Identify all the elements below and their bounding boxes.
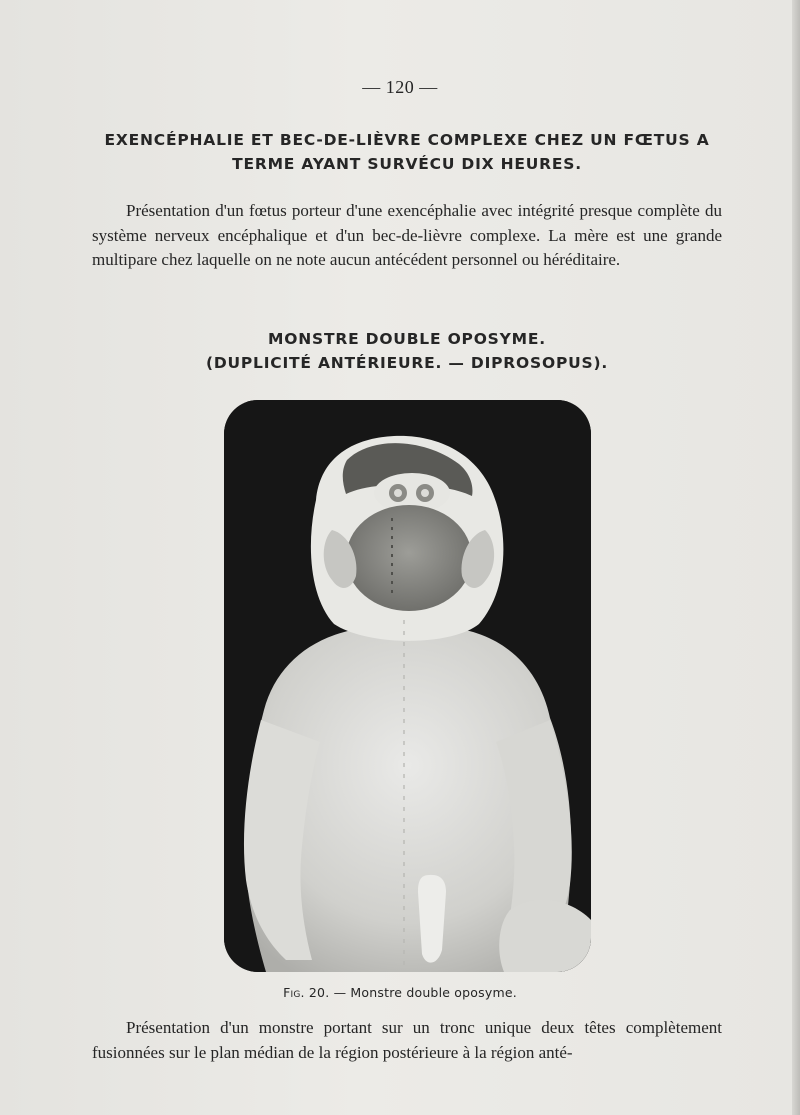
figure-caption-text: — Monstre double oposyme. <box>333 985 517 1000</box>
figure-caption-number: 20. <box>308 985 330 1000</box>
section-title-line-1: MONSTRE DOUBLE OPOSYME. <box>268 330 546 348</box>
presentation-paragraph-2: Présentation d'un monstre portant sur un tronc unique deux têtes complètement fusionnées sur le plan médian de la région postérieure à la région anté- <box>92 1018 722 1062</box>
page-number: — 120 — <box>362 77 438 97</box>
presentation-paragraph-1: Présentation d'un fœtus porteur d'une exencéphalie avec intégrité presque complète du système nerveux encéphalique et d'un bec-de-lièvre complexe. La mère est une grande multipare chez laquelle on ne note aucun antécédent personnel ou héréditaire. <box>92 201 722 269</box>
figure-photograph <box>224 400 591 972</box>
figure-caption-label: Fig. <box>283 985 305 1000</box>
specimen-photo-illustration <box>224 400 591 972</box>
section-title-monstre-double <box>92 327 722 375</box>
section-title-line-2: TERME AYANT SURVÉCU DIX HEURES. <box>232 155 582 173</box>
section-title-exencephalie <box>92 128 722 176</box>
section-title-line-1: EXENCÉPHALIE ET BEC-DE-LIÈVRE COMPLEXE CHEZ UN FŒTUS A <box>104 131 710 149</box>
section-title-line-2: (DUPLICITÉ ANTÉRIEURE. — DIPROSOPUS). <box>205 354 609 372</box>
page-edge-shadow <box>792 0 800 1115</box>
figure-caption <box>0 985 800 1000</box>
